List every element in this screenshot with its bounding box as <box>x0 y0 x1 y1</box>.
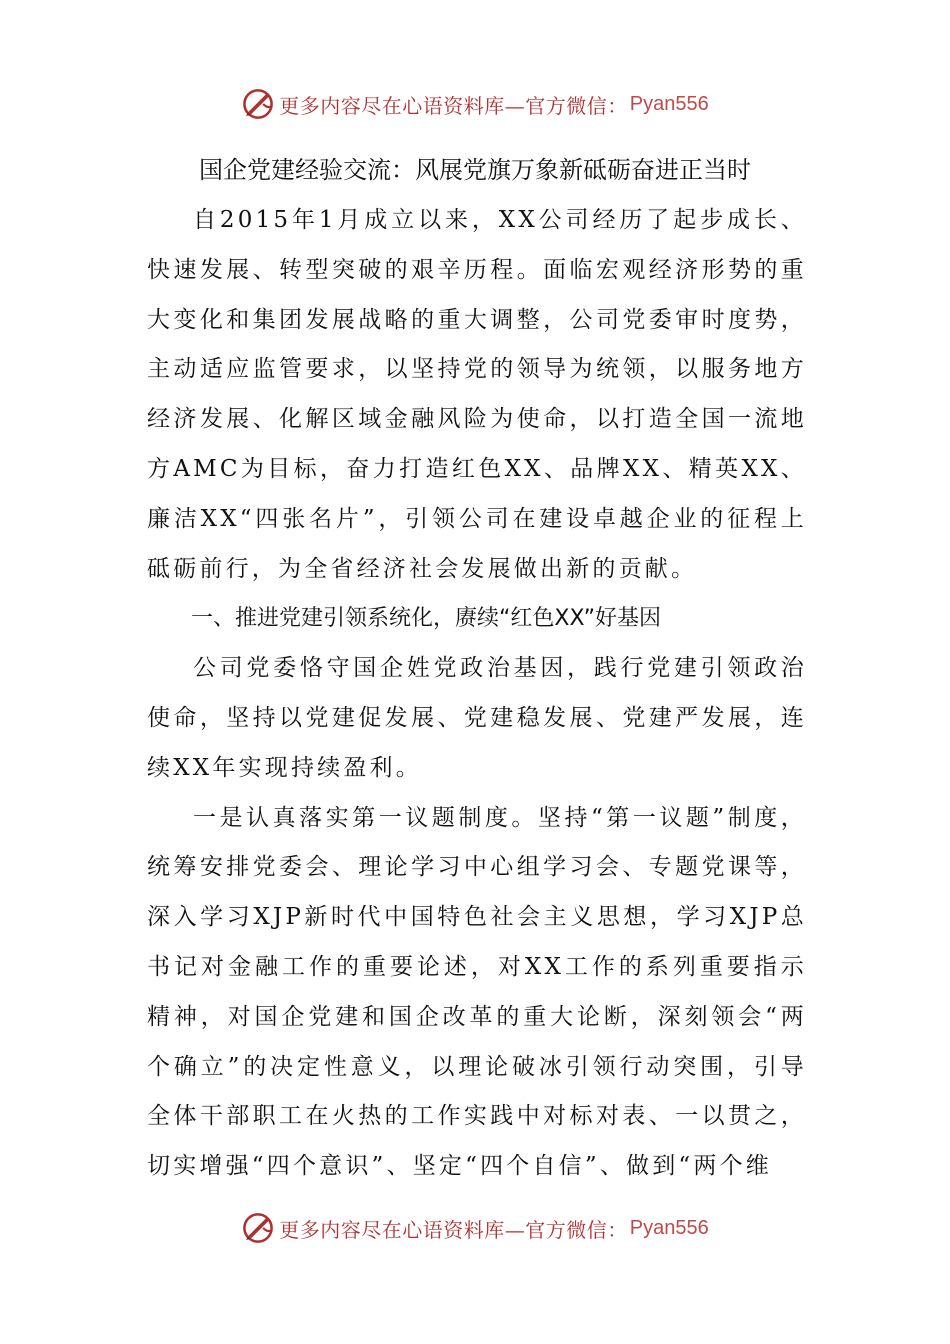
watermark-text: 更多内容尽在心语资料库—官方微信： <box>279 93 628 118</box>
pen-logo-icon <box>241 87 275 121</box>
intro-paragraph: 自2015年1月成立以来，XX公司经历了起步成长、快速发展、转型突破的艰辛历程。面临宏观经济形势的重大变化和集团发展战略的重大调整，公司党委审时度势，主动适应监管要求，以坚持党的领导为统领，以服务地方经济发展、化解区域金融风险为使命，以打造全国一流地方AMC为目标，奋力打造红色XX、品牌XX、精英XX、廉洁XX“四张名片”，引领公司在建设卓越企业的征程上砥砺前行，为全省经济社会发展做出新的贡献。 <box>147 207 807 582</box>
document-body <box>147 196 807 1192</box>
document-title: 国企党建经验交流：风展党旗万象新砥砺奋进正当时 <box>199 156 751 184</box>
watermark-banner-top <box>0 84 950 124</box>
pen-logo-icon <box>241 1211 275 1245</box>
watermark-text: 更多内容尽在心语资料库—官方微信： <box>279 1217 628 1242</box>
section1-paragraph-2: 一是认真落实第一议题制度。坚持“第一议题”制度，统筹安排党委会、理论学习中心组学习会、专题党课等，深入学习XJP新时代中国特色社会主义思想，学习XJP总书记对金融工作的重要论述，对XX工作的系列重要指示精神，对国企党建和国企改革的重大论断，深刻领会“两个确立”的决定性意义，以理论破冰引领行动突围，引导全体干部职工在火热的工作实践中对标对表、一以贯之，切实增强“四个意识”、坚定“四个自信”、做到“两个维 <box>147 804 807 1180</box>
section-heading-1: 一、推进党建引领系统化，赓续“红色XX”好基因 <box>191 606 662 632</box>
watermark-handle: Pyan556 <box>629 92 709 115</box>
watermark-banner-bottom <box>0 1208 950 1248</box>
section1-paragraph-1: 公司党委恪守国企姓党政治基因，践行党建引领政治使命，坚持以党建促发展、党建稳发展、党建严发展，连续XX年实现持续盈利。 <box>147 655 807 781</box>
watermark-handle: Pyan556 <box>629 1216 709 1239</box>
